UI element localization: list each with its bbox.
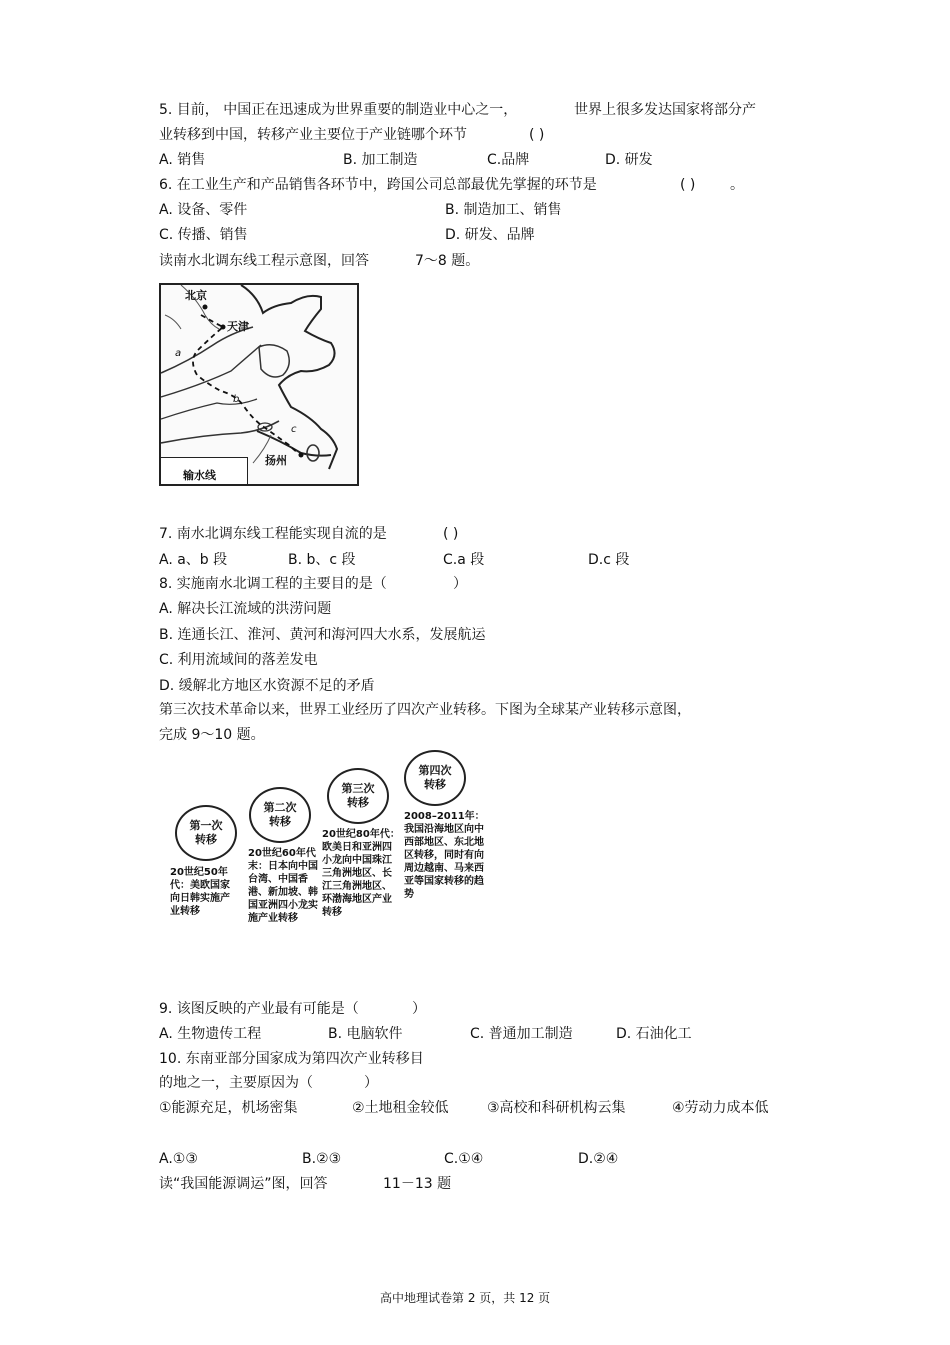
intro-9-10-line1: 第三次技术革命以来，世界工业经历了四次产业转移。下图为全球某产业转移示意图， (159, 702, 691, 718)
q5-option-a: A. 销售 (159, 152, 206, 168)
stage-1-title-1: 第一次 (189, 819, 223, 832)
intro-7-8: 读南水北调东线工程示意图，回答 (159, 253, 369, 269)
stage-1-circle (175, 805, 237, 861)
stage-2-desc: 20世纪60年代末：日本向中国台湾、中国香港、新加坡、韩国亚洲四小龙实施产业转移 (248, 848, 318, 924)
stage-1-desc: 20世纪50年代：美欧国家向日韩实施产业转移 (170, 867, 230, 917)
map-label-yangzhou: 扬州 (265, 454, 287, 467)
intro-7-8-range: 7～8 题。 (415, 253, 480, 269)
q7-option-b: B. b、c 段 (288, 552, 356, 568)
q6-stem: 6. 在工业生产和产品销售各环节中，跨国公司总部最优先掌握的环节是 (159, 177, 597, 193)
q8-option-a: A. 解决长江流域的洪涝问题 (159, 601, 332, 617)
q7-stem: 7. 南水北调东线工程能实现自流的是 (159, 526, 387, 542)
water-diversion-map (159, 283, 359, 486)
q9-stem: 9. 该图反映的产业最有可能是（ (159, 1001, 359, 1017)
q8-stem: 8. 实施南水北调工程的主要目的是（ (159, 576, 387, 592)
intro-11-13-range: 11－13 题 (383, 1176, 452, 1192)
q7-option-a: A. a、b 段 (159, 552, 228, 568)
stage-4-desc: 2008–2011年：我国沿海地区向中西部地区、东北地区转移，同时有向周边越南、马来西亚等国家转移的趋势 (404, 811, 485, 900)
intro-11-13: 读“我国能源调运”图，回答 (159, 1176, 328, 1192)
q10-item-3: ③高校和科研机构云集 (487, 1100, 626, 1116)
stage-4-title-1: 第四次 (418, 764, 452, 777)
q9-option-d: D. 石油化工 (616, 1026, 692, 1042)
q5-stem-line2: 业转移到中国，转移产业主要位于产业链哪个环节 (159, 127, 467, 143)
map-segment-a: a (175, 348, 182, 359)
q10-stem-line1: 10. 东南亚部分国家成为第四次产业转移目 (159, 1051, 424, 1067)
q7-option-d: D.c 段 (588, 552, 630, 568)
q6-period: 。 (730, 177, 744, 193)
q7-answer-paren: ( ) (443, 526, 459, 542)
q10-stem-line2: 的地之一，主要原因为（ (159, 1075, 313, 1091)
q6-option-c: C. 传播、销售 (159, 227, 248, 243)
q6-option-b: B. 制造加工、销售 (445, 202, 562, 218)
map-label-tianjin: 天津 (227, 320, 249, 333)
map-drawing (161, 285, 357, 484)
q5-option-b: B. 加工制造 (343, 152, 418, 168)
q10-option-a: A.①③ (159, 1151, 198, 1167)
q6-option-a: A. 设备、零件 (159, 202, 248, 218)
stage-3-desc: 20世纪80年代：欧美日和亚洲四小龙向中国珠江三角洲地区、长江三角洲地区、环渤海地区产业转移 (322, 829, 400, 918)
stage-2-circle (249, 787, 311, 843)
map-segment-b: b (233, 394, 240, 405)
q5-option-c: C.品牌 (487, 152, 530, 168)
q10-option-b: B.②③ (302, 1151, 342, 1167)
page-footer: 高中地理试卷第 2 页，共 12 页 (380, 1291, 551, 1305)
q10-item-1: ①能源充足，机场密集 (159, 1100, 298, 1116)
q7-option-c: C.a 段 (443, 552, 485, 568)
q10-option-d: D.②④ (578, 1151, 619, 1167)
q8-option-d: D. 缓解北方地区水资源不足的矛盾 (159, 678, 375, 694)
q9-paren-close: ） (412, 1001, 426, 1017)
map-legend-label: 输水线 (183, 469, 216, 482)
stage-3-title-1: 第三次 (341, 782, 375, 795)
map-segment-c: c (291, 424, 297, 435)
q10-item-2: ②土地租金较低 (352, 1100, 449, 1116)
q10-paren-close: ） (364, 1075, 378, 1091)
q5-stem-line1-a: 5. 目前， 中国正在迅速成为世界重要的制造业中心之一， (159, 102, 518, 118)
q5-option-d: D. 研发 (605, 152, 653, 168)
stage-4-circle (404, 750, 466, 806)
map-label-beijing: 北京 (185, 289, 207, 302)
q6-option-d: D. 研发、品牌 (445, 227, 535, 243)
q9-option-b: B. 电脑软件 (328, 1026, 403, 1042)
stage-2-title-1: 第二次 (263, 801, 297, 814)
intro-9-10-line2: 完成 9～10 题。 (159, 727, 265, 743)
q9-option-c: C. 普通加工制造 (470, 1026, 573, 1042)
q5-stem-line1-b: 世界上很多发达国家将部分产 (574, 102, 756, 118)
stage-4-title-2: 转移 (424, 778, 446, 791)
q6-answer-paren: ( ) (680, 177, 696, 193)
q8-paren-close: ） (453, 576, 467, 592)
q8-option-c: C. 利用流域间的落差发电 (159, 652, 318, 668)
q10-item-4: ④劳动力成本低 (672, 1100, 769, 1116)
stage-3-circle (327, 768, 389, 824)
stage-1-title-2: 转移 (195, 833, 217, 846)
stage-2-title-2: 转移 (269, 815, 291, 828)
q8-option-b: B. 连通长江、淮河、黄河和海河四大水系，发展航运 (159, 627, 486, 643)
q9-option-a: A. 生物遗传工程 (159, 1026, 262, 1042)
q5-answer-paren: ( ) (529, 127, 545, 143)
q10-option-c: C.①④ (444, 1151, 484, 1167)
stage-3-title-2: 转移 (347, 796, 369, 809)
map-legend (161, 457, 248, 484)
